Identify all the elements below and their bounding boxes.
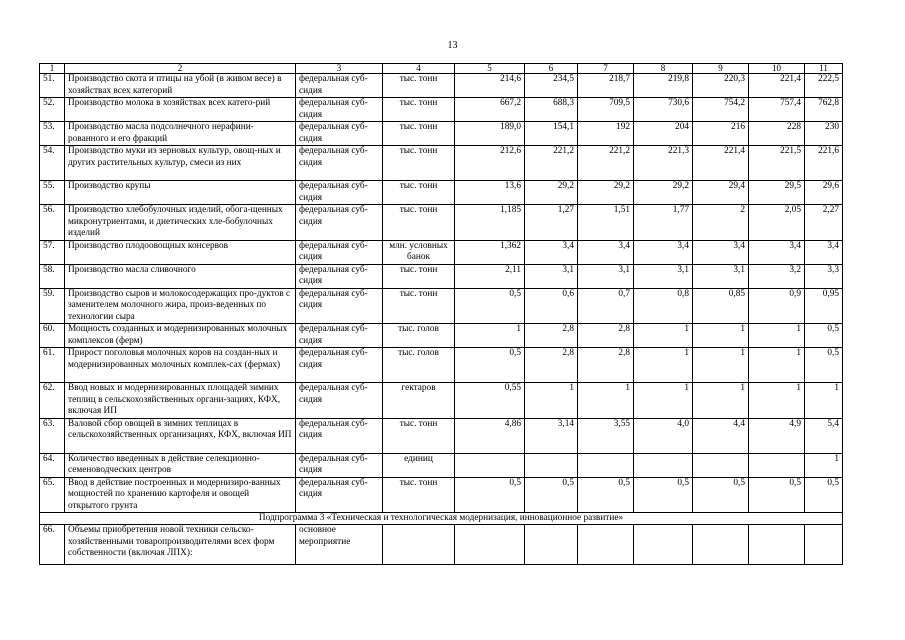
funding-source: федеральная суб-сидия bbox=[296, 240, 383, 264]
row-number: 52. bbox=[40, 98, 65, 122]
year-value: 3,4 bbox=[749, 240, 805, 264]
year-value: 192 bbox=[578, 122, 634, 146]
year-value: 2,11 bbox=[455, 264, 525, 288]
year-value: 3,55 bbox=[578, 418, 634, 453]
year-value: 0,5 bbox=[455, 477, 525, 513]
year-value: 1 bbox=[749, 383, 805, 419]
funding-source: федеральная суб-сидия bbox=[296, 348, 383, 383]
unit-of-measure: тыс. тонн bbox=[383, 418, 455, 453]
year-value bbox=[693, 525, 749, 565]
year-value: 1,362 bbox=[455, 240, 525, 264]
row-number: 62. bbox=[40, 383, 65, 419]
funding-source: федеральная суб-сидия bbox=[296, 418, 383, 453]
table-row bbox=[40, 288, 843, 324]
indicator-name: Прирост поголовья молочных коров на создан-ных и модернизированных молочных комплек-сах (фермах) bbox=[65, 348, 296, 383]
indicator-name: Производство плодоовощных консервов bbox=[65, 240, 296, 264]
year-value: 3,4 bbox=[634, 240, 693, 264]
year-value: 221,4 bbox=[693, 146, 749, 181]
table-row bbox=[40, 146, 843, 181]
column-number: 10 bbox=[749, 64, 805, 74]
year-value: 0,5 bbox=[455, 288, 525, 324]
year-value: 221,3 bbox=[634, 146, 693, 181]
funding-source: основное мероприятие bbox=[296, 525, 383, 565]
year-value: 4,9 bbox=[749, 418, 805, 453]
page-number: 13 bbox=[447, 40, 458, 51]
year-value: 0,6 bbox=[525, 288, 578, 324]
funding-source: федеральная суб-сидия bbox=[296, 181, 383, 205]
year-value bbox=[578, 453, 634, 477]
year-value: 29,6 bbox=[805, 181, 843, 205]
year-value: 762,8 bbox=[805, 98, 843, 122]
year-value: 3,4 bbox=[805, 240, 843, 264]
row-number: 57. bbox=[40, 240, 65, 264]
row-number: 54. bbox=[40, 146, 65, 181]
funding-source: федеральная суб-сидия bbox=[296, 146, 383, 181]
column-number: 6 bbox=[525, 64, 578, 74]
year-value: 3,4 bbox=[525, 240, 578, 264]
column-number: 5 bbox=[455, 64, 525, 74]
year-value: 3,4 bbox=[578, 240, 634, 264]
year-value: 667,2 bbox=[455, 98, 525, 122]
indicator-name: Производство молока в хозяйствах всех катего-рий bbox=[65, 98, 296, 122]
indicator-name: Производство скота и птицы на убой (в живом весе) в хозяйствах всех категорий bbox=[65, 74, 296, 98]
column-number-row bbox=[40, 64, 843, 74]
table-row bbox=[40, 74, 843, 98]
year-value: 1,77 bbox=[634, 205, 693, 241]
funding-source: федеральная суб-сидия bbox=[296, 205, 383, 241]
funding-source: федеральная суб-сидия bbox=[296, 98, 383, 122]
year-value: 230 bbox=[805, 122, 843, 146]
indicator-name: Мощность созданных и модернизированных молочных комплексов (ферм) bbox=[65, 324, 296, 348]
year-value bbox=[455, 525, 525, 565]
year-value bbox=[634, 525, 693, 565]
year-value: 234,5 bbox=[525, 74, 578, 98]
year-value: 4,4 bbox=[693, 418, 749, 453]
year-value bbox=[578, 525, 634, 565]
year-value: 3,1 bbox=[578, 264, 634, 288]
year-value: 0,7 bbox=[578, 288, 634, 324]
year-value: 216 bbox=[693, 122, 749, 146]
year-value: 2,8 bbox=[525, 324, 578, 348]
year-value: 2,8 bbox=[578, 348, 634, 383]
year-value: 0,5 bbox=[455, 348, 525, 383]
indicator-name: Производство масла подсолнечного нерафини-рованного и его фракций bbox=[65, 122, 296, 146]
year-value: 2 bbox=[693, 205, 749, 241]
year-value: 2,8 bbox=[525, 348, 578, 383]
unit-of-measure: тыс. тонн bbox=[383, 264, 455, 288]
row-number: 56. bbox=[40, 205, 65, 241]
year-value: 29,2 bbox=[525, 181, 578, 205]
unit-of-measure: тыс. тонн bbox=[383, 205, 455, 241]
year-value bbox=[525, 453, 578, 477]
row-number: 51. bbox=[40, 74, 65, 98]
year-value: 0,5 bbox=[634, 477, 693, 513]
year-value: 1,185 bbox=[455, 205, 525, 241]
indicator-name: Ввод в действие построенных и модернизиро-ванных мощностей по хранению картофеля и овощей открытого грунта bbox=[65, 477, 296, 513]
column-number: 1 bbox=[40, 64, 65, 74]
table-row bbox=[40, 477, 843, 513]
year-value: 1,27 bbox=[525, 205, 578, 241]
column-number: 8 bbox=[634, 64, 693, 74]
funding-source: федеральная суб-сидия bbox=[296, 477, 383, 513]
year-value: 221,4 bbox=[749, 74, 805, 98]
year-value: 221,2 bbox=[578, 146, 634, 181]
year-value: 228 bbox=[749, 122, 805, 146]
indicator-name: Производство сыров и молокосодержащих про-дуктов с заменителем молочного жира, произ-веденных по технологии сыра bbox=[65, 288, 296, 324]
table-row bbox=[40, 264, 843, 288]
unit-of-measure: тыс. тонн bbox=[383, 288, 455, 324]
year-value: 218,7 bbox=[578, 74, 634, 98]
column-number: 9 bbox=[693, 64, 749, 74]
unit-of-measure: гектаров bbox=[383, 383, 455, 419]
row-number: 65. bbox=[40, 477, 65, 513]
table-row bbox=[40, 181, 843, 205]
year-value: 1 bbox=[693, 324, 749, 348]
year-value: 221,5 bbox=[749, 146, 805, 181]
row-number: 59. bbox=[40, 288, 65, 324]
row-number: 61. bbox=[40, 348, 65, 383]
year-value bbox=[693, 453, 749, 477]
column-number: 4 bbox=[383, 64, 455, 74]
indicator-name: Объемы приобретения новой техники сельско-хозяйственными товаропроизводителями всех форм собственности (включая ЛПХ): bbox=[65, 525, 296, 565]
year-value: 0,5 bbox=[805, 477, 843, 513]
year-value: 3,1 bbox=[693, 264, 749, 288]
year-value: 688,3 bbox=[525, 98, 578, 122]
unit-of-measure: тыс. тонн bbox=[383, 146, 455, 181]
unit-of-measure bbox=[383, 525, 455, 565]
funding-source: федеральная суб-сидия bbox=[296, 453, 383, 477]
year-value: 189,0 bbox=[455, 122, 525, 146]
year-value: 222,5 bbox=[805, 74, 843, 98]
year-value: 219,8 bbox=[634, 74, 693, 98]
row-number: 60. bbox=[40, 324, 65, 348]
year-value: 4,0 bbox=[634, 418, 693, 453]
year-value: 0,9 bbox=[749, 288, 805, 324]
year-value: 214,6 bbox=[455, 74, 525, 98]
indicator-name: Производство масла сливочного bbox=[65, 264, 296, 288]
unit-of-measure: тыс. тонн bbox=[383, 181, 455, 205]
year-value: 1 bbox=[578, 383, 634, 419]
subprogram-title: Подпрограмма 3 «Техническая и технологическая модернизация, инновационное развитие» bbox=[40, 513, 843, 525]
indicator-name: Ввод новых и модернизированных площадей зимних теплиц в сельскохозяйственных органи-зациях, КФХ, включая ИП bbox=[65, 383, 296, 419]
year-value: 0,5 bbox=[525, 477, 578, 513]
indicator-name: Производство хлебобулочных изделий, обога-щенных микронутриентами, и диетических хле-бобулочных изделий bbox=[65, 205, 296, 241]
year-value: 1 bbox=[749, 324, 805, 348]
year-value: 709,5 bbox=[578, 98, 634, 122]
year-value: 1,51 bbox=[578, 205, 634, 241]
row-number: 66. bbox=[40, 525, 65, 565]
table-row bbox=[40, 324, 843, 348]
indicator-name: Количество введенных в действие селекционно-семеноводческих центров bbox=[65, 453, 296, 477]
year-value: 1 bbox=[693, 348, 749, 383]
year-value: 0,5 bbox=[578, 477, 634, 513]
year-value: 0,85 bbox=[693, 288, 749, 324]
indicator-name: Валовой сбор овощей в зимних теплицах в сельскохозяйственных организациях, КФХ, включая ИП bbox=[65, 418, 296, 453]
year-value: 1 bbox=[634, 324, 693, 348]
year-value: 212,6 bbox=[455, 146, 525, 181]
year-value: 754,2 bbox=[693, 98, 749, 122]
year-value: 0,5 bbox=[693, 477, 749, 513]
year-value: 3,3 bbox=[805, 264, 843, 288]
year-value: 2,8 bbox=[578, 324, 634, 348]
year-value: 13,6 bbox=[455, 181, 525, 205]
year-value: 221,2 bbox=[525, 146, 578, 181]
year-value: 730,6 bbox=[634, 98, 693, 122]
year-value: 1 bbox=[525, 383, 578, 419]
indicator-name: Производство муки из зерновых культур, овощ-ных и других растительных культур, смеси из них bbox=[65, 146, 296, 181]
funding-source: федеральная суб-сидия bbox=[296, 288, 383, 324]
unit-of-measure: единиц bbox=[383, 453, 455, 477]
year-value: 29,2 bbox=[578, 181, 634, 205]
year-value: 3,4 bbox=[693, 240, 749, 264]
indicator-name: Производство крупы bbox=[65, 181, 296, 205]
year-value: 3,1 bbox=[634, 264, 693, 288]
unit-of-measure: тыс. тонн bbox=[383, 122, 455, 146]
year-value: 29,2 bbox=[634, 181, 693, 205]
table-row bbox=[40, 383, 843, 419]
year-value bbox=[525, 525, 578, 565]
year-value: 1 bbox=[634, 348, 693, 383]
unit-of-measure: тыс. голов bbox=[383, 348, 455, 383]
row-number: 64. bbox=[40, 453, 65, 477]
year-value: 3,1 bbox=[525, 264, 578, 288]
year-value: 1 bbox=[805, 453, 843, 477]
column-number: 2 bbox=[65, 64, 296, 74]
year-value: 2,05 bbox=[749, 205, 805, 241]
year-value: 204 bbox=[634, 122, 693, 146]
year-value: 221,6 bbox=[805, 146, 843, 181]
year-value: 1 bbox=[749, 348, 805, 383]
funding-source: федеральная суб-сидия bbox=[296, 74, 383, 98]
year-value: 29,5 bbox=[749, 181, 805, 205]
row-number: 63. bbox=[40, 418, 65, 453]
row-number: 53. bbox=[40, 122, 65, 146]
year-value: 757,4 bbox=[749, 98, 805, 122]
unit-of-measure: тыс. тонн bbox=[383, 74, 455, 98]
year-value bbox=[455, 453, 525, 477]
year-value: 4,86 bbox=[455, 418, 525, 453]
funding-source: федеральная суб-сидия bbox=[296, 324, 383, 348]
row-number: 55. bbox=[40, 181, 65, 205]
table-row bbox=[40, 240, 843, 264]
year-value: 1 bbox=[693, 383, 749, 419]
year-value bbox=[749, 525, 805, 565]
year-value bbox=[805, 525, 843, 565]
funding-source: федеральная суб-сидия bbox=[296, 122, 383, 146]
year-value: 0,95 bbox=[805, 288, 843, 324]
table-row bbox=[40, 205, 843, 241]
year-value: 3,14 bbox=[525, 418, 578, 453]
table-row bbox=[40, 98, 843, 122]
year-value: 0,5 bbox=[805, 348, 843, 383]
funding-source: федеральная суб-сидия bbox=[296, 383, 383, 419]
year-value: 3,2 bbox=[749, 264, 805, 288]
table-row bbox=[40, 418, 843, 453]
unit-of-measure: тыс. тонн bbox=[383, 98, 455, 122]
table-row bbox=[40, 525, 843, 565]
table-row bbox=[40, 453, 843, 477]
year-value: 2,27 bbox=[805, 205, 843, 241]
indicators-table bbox=[39, 63, 843, 565]
table-row bbox=[40, 348, 843, 383]
column-number: 7 bbox=[578, 64, 634, 74]
table-row bbox=[40, 122, 843, 146]
year-value: 1 bbox=[455, 324, 525, 348]
year-value bbox=[749, 453, 805, 477]
year-value: 0,8 bbox=[634, 288, 693, 324]
year-value: 29,4 bbox=[693, 181, 749, 205]
year-value: 1 bbox=[634, 383, 693, 419]
year-value: 0,5 bbox=[805, 324, 843, 348]
year-value bbox=[634, 453, 693, 477]
year-value: 5,4 bbox=[805, 418, 843, 453]
unit-of-measure: тыс. голов bbox=[383, 324, 455, 348]
subprogram-row bbox=[40, 513, 843, 525]
row-number: 58. bbox=[40, 264, 65, 288]
column-number: 11 bbox=[805, 64, 843, 74]
column-number: 3 bbox=[296, 64, 383, 74]
year-value: 0,5 bbox=[749, 477, 805, 513]
unit-of-measure: тыс. тонн bbox=[383, 477, 455, 513]
year-value: 154,1 bbox=[525, 122, 578, 146]
year-value: 220,3 bbox=[693, 74, 749, 98]
year-value: 1 bbox=[805, 383, 843, 419]
unit-of-measure: млн. условных банок bbox=[383, 240, 455, 264]
year-value: 0,55 bbox=[455, 383, 525, 419]
funding-source: федеральная суб-сидия bbox=[296, 264, 383, 288]
